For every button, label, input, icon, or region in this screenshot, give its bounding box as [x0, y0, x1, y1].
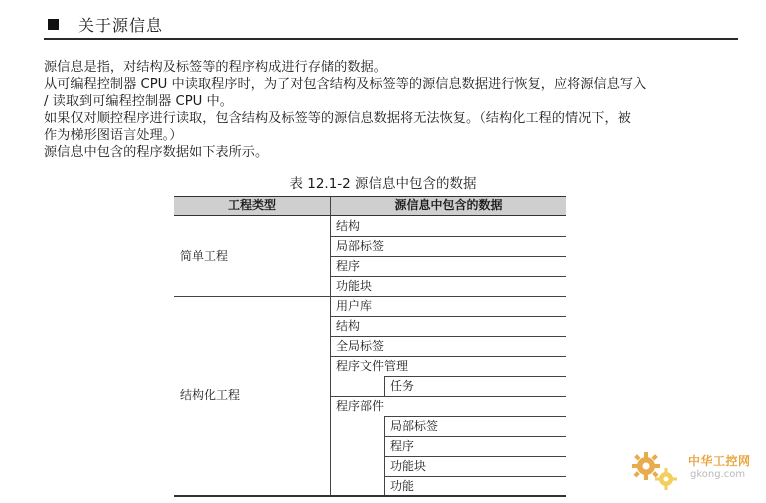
table-cell: 结构 — [336, 219, 361, 233]
section-heading — [44, 10, 738, 40]
subcolumn-divider — [384, 376, 385, 396]
project-type-structured: 结构化工程 — [180, 388, 241, 402]
table-subcell: 功能块 — [390, 459, 427, 473]
paragraph-line: 从可编程控制器 CPU 中读取程序时，为了对包含结构及标签等的源信息数据进行恢复，应将源信息写入 — [44, 77, 647, 92]
table-cell: 程序文件管理 — [336, 359, 409, 373]
table-subcell: 局部标签 — [390, 419, 439, 433]
table-cell: 用户库 — [336, 299, 373, 313]
paragraph-line: / 读取到可编程控制器 CPU 中。 — [44, 94, 233, 109]
watermark-logo — [628, 446, 762, 496]
table-cell: 局部标签 — [336, 239, 385, 253]
paragraph-line: 源信息中包含的程序数据如下表所示。 — [44, 145, 269, 160]
watermark-url: gkong.com — [690, 469, 746, 480]
table-cell: 功能块 — [336, 279, 373, 293]
table-subcell: 功能 — [390, 479, 415, 493]
square-bullet-icon — [48, 19, 59, 30]
row-line — [330, 256, 566, 257]
table-cell: 程序 — [336, 259, 361, 273]
header-source-data: 源信息中包含的数据 — [330, 196, 566, 216]
source-info-table — [174, 196, 566, 496]
section-title: 关于源信息 — [78, 16, 164, 35]
table-cell: 结构 — [336, 319, 361, 333]
table-cell: 程序部件 — [336, 399, 385, 413]
row-line — [330, 316, 566, 317]
project-type-simple: 简单工程 — [180, 249, 229, 263]
table-caption: 表 12.1-2 源信息中包含的数据 — [289, 176, 477, 192]
table-bottom-line — [174, 495, 566, 497]
paragraph-line: 如果仅对顺控程序进行读取，包含结构及标签等的源信息数据将无法恢复。（结构化工程的情况下，被 — [44, 111, 631, 126]
watermark-text: 中华工控网 — [688, 454, 751, 468]
table-subcell: 程序 — [390, 439, 415, 453]
table-subcell: 任务 — [390, 379, 415, 393]
header-project-type: 工程类型 — [174, 196, 330, 216]
table-cell: 全局标签 — [336, 339, 385, 353]
paragraph-line: 源信息是指，对结构及标签等的程序构成进行存储的数据。 — [44, 60, 387, 75]
gear-icon — [628, 446, 688, 496]
paragraph-line: 作为梯形图语言处理。） — [44, 128, 183, 143]
